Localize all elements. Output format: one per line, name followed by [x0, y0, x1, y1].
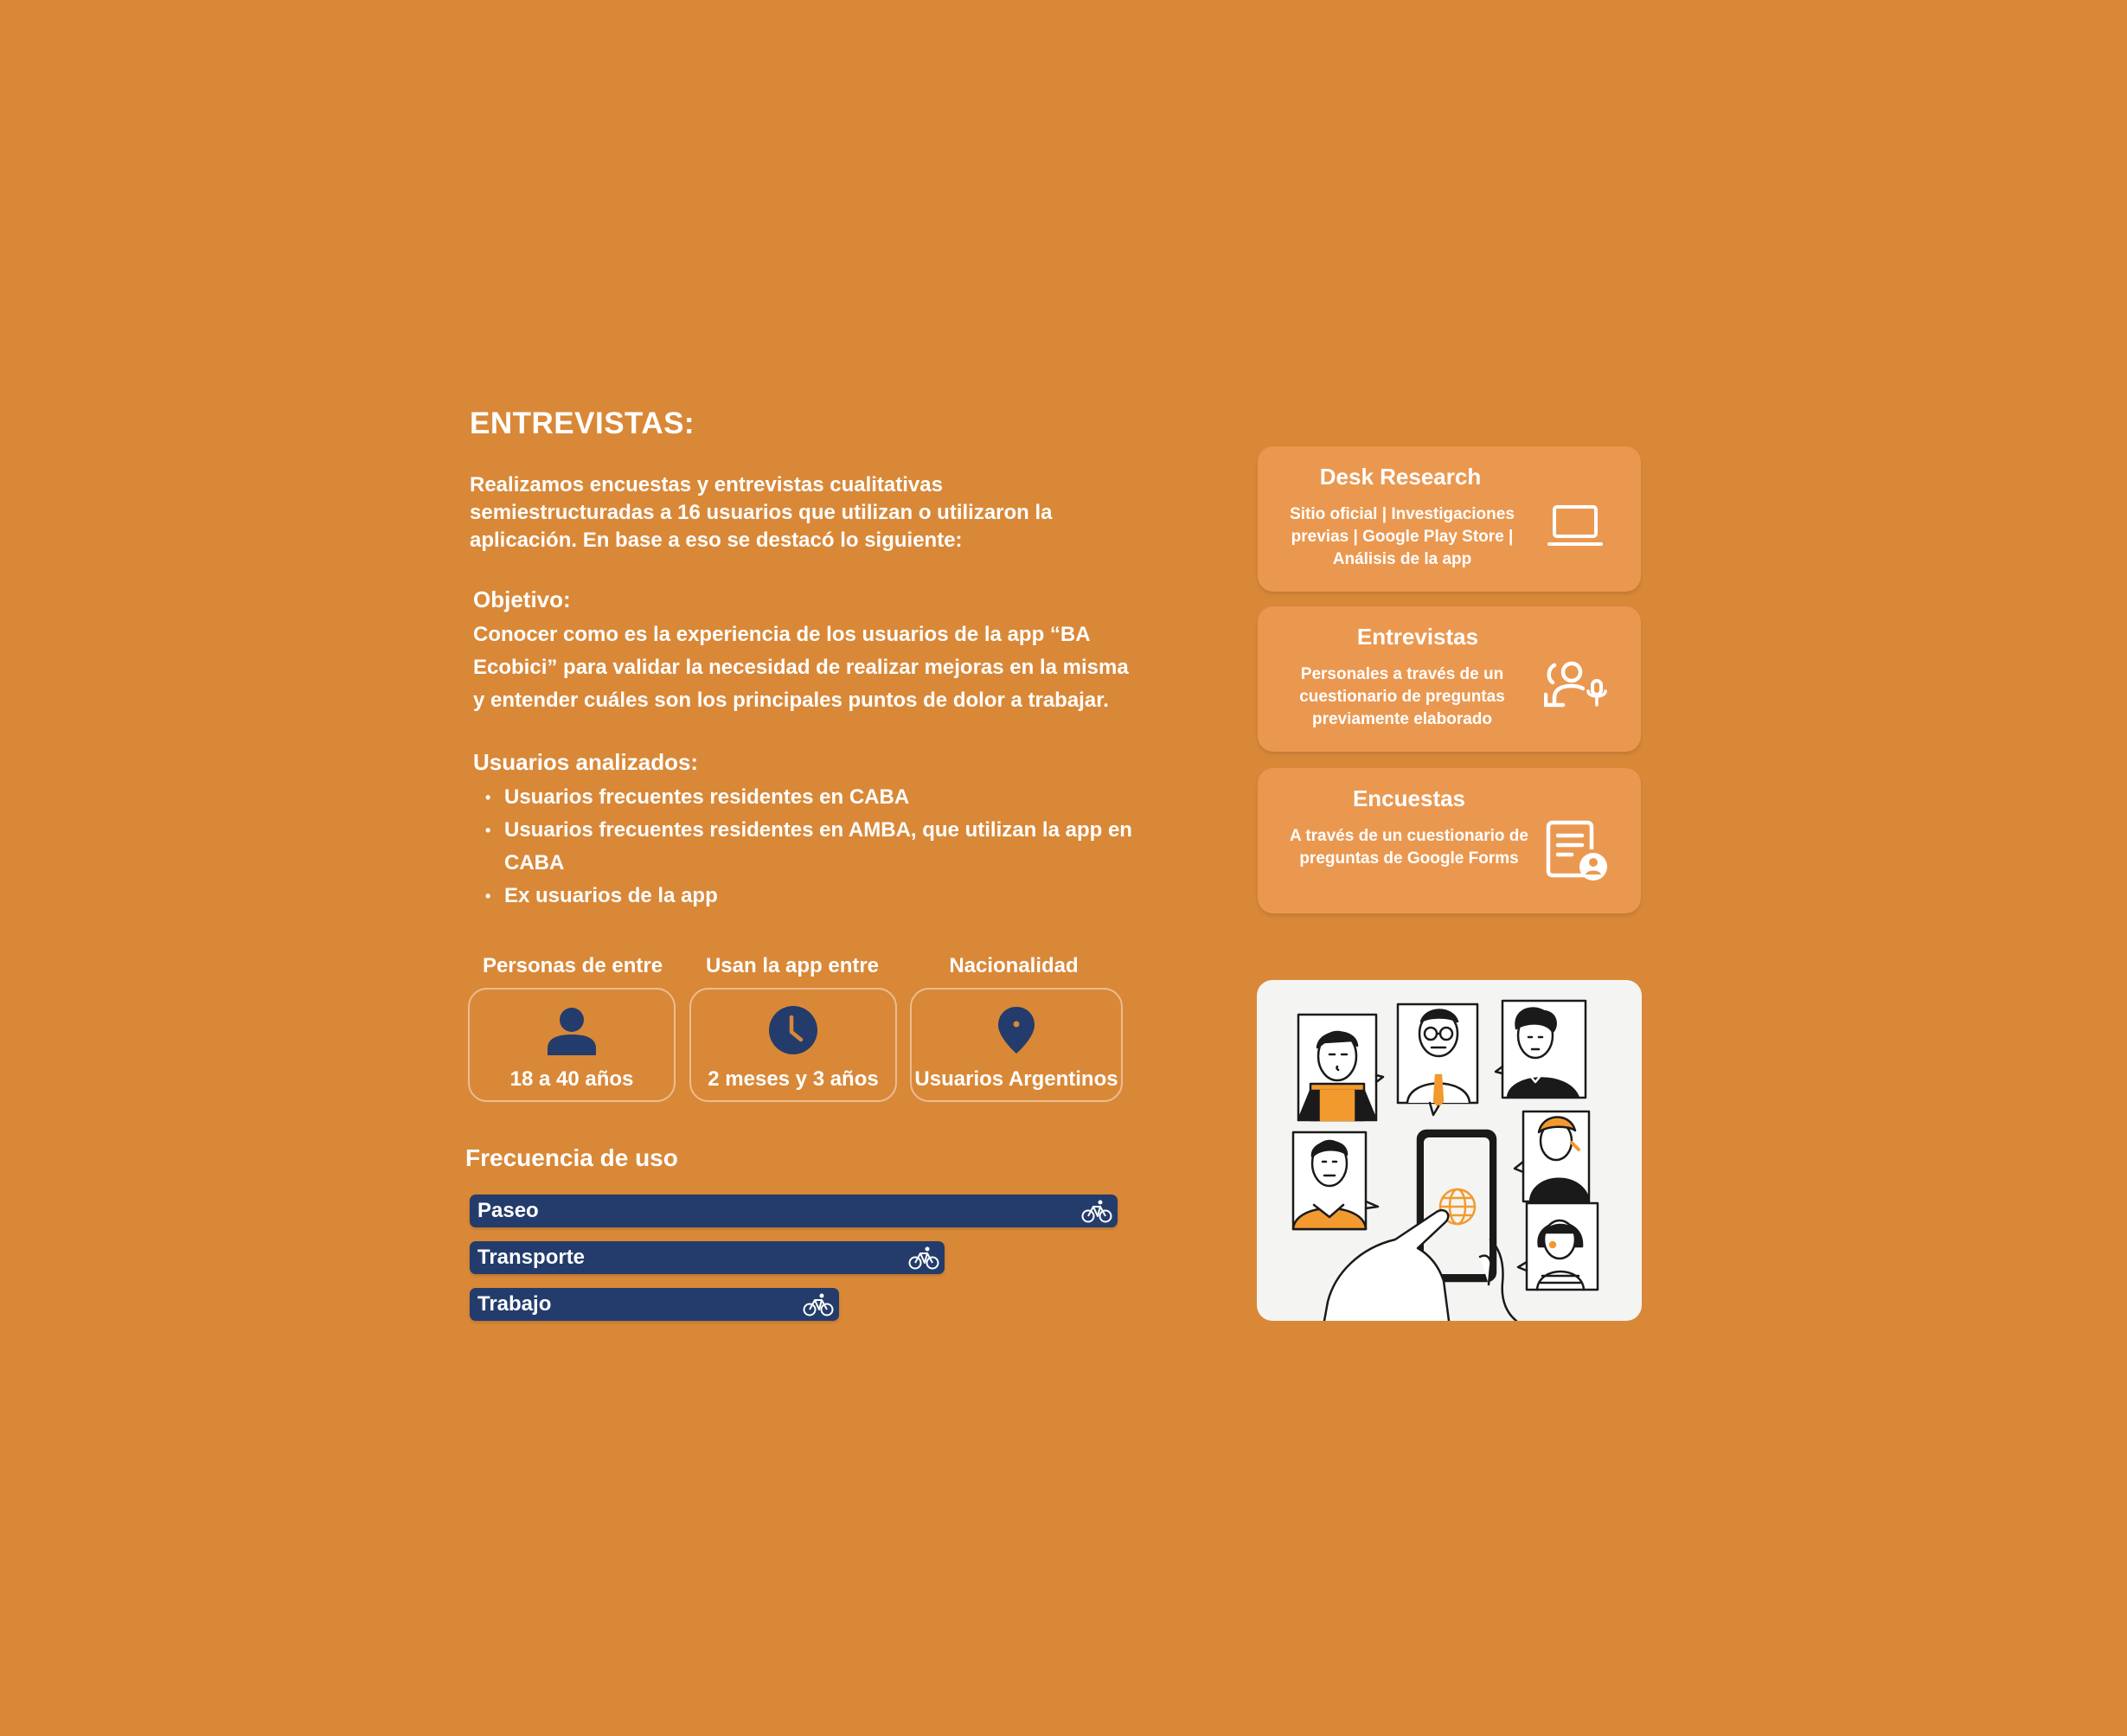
users-section [473, 749, 1139, 913]
page-title: ENTREVISTAS: [470, 407, 695, 440]
stat-value-nationality: Usuarios Argentinos [914, 1067, 1118, 1091]
person-icon [470, 1005, 674, 1060]
bicycle-icon [1081, 1199, 1112, 1233]
users-list [473, 781, 1139, 913]
bicycle-icon [803, 1292, 834, 1327]
location-pin-icon [912, 1005, 1121, 1060]
objective-label: Objetivo: [473, 586, 571, 612]
frequency-bar-label: Transporte [477, 1246, 586, 1269]
frequency-bar-label: Paseo [477, 1199, 539, 1222]
video-call-people-illustration [1257, 980, 1642, 1321]
intro-paragraph: Realizamos encuestas y entrevistas cualitativas semiestructuradas a 16 usuarios que utilizan o utilizaron la aplicación. En base a eso se destacó lo siguiente: [470, 473, 1053, 552]
stat-heading-usage: Usan la app entre [705, 954, 880, 977]
method-card-encuestas [1258, 768, 1641, 913]
method-card-desk-research [1258, 446, 1641, 592]
method-description: Sitio oficial | Investigaciones previas | Google Play Store | Análisis de la app [1290, 505, 1515, 568]
laptop-icon [1547, 503, 1603, 553]
clock-icon [691, 1005, 895, 1060]
frequency-bar-paseo [470, 1195, 1118, 1227]
method-title: Encuestas [1352, 785, 1466, 811]
stat-heading-age: Personas de entre [482, 954, 663, 977]
survey-form-icon [1546, 820, 1610, 887]
frequency-bar-trabajo [470, 1288, 839, 1321]
frequency-title: Frecuencia de uso [465, 1144, 678, 1171]
objective-text: Conocer como es la experiencia de los usuarios de la app “BA Ecobici” para validar la necesidad de realizar mejoras en la misma y entender cuáles son los principales puntos de dolor a trabajar. [473, 623, 1129, 712]
stat-value-usage: 2 meses y 3 años [708, 1067, 879, 1091]
method-description: Personales a través de un cuestionario de preguntas previamente elaborado [1299, 665, 1505, 728]
list-item: • Usuarios frecuentes residentes en AMBA, que utilizan la app en CABA [504, 814, 1139, 880]
stat-value-age: 18 a 40 años [509, 1067, 634, 1091]
stat-heading-nationality: Nacionalidad [949, 954, 1079, 977]
stat-card-usage [689, 988, 897, 1102]
frequency-bar-label: Trabajo [477, 1292, 552, 1316]
method-card-entrevistas [1258, 606, 1641, 752]
method-description: A través de un cuestionario de preguntas de Google Forms [1290, 827, 1528, 868]
interview-user-mic-icon [1544, 660, 1610, 713]
list-item: • Usuarios frecuentes residentes en CABA [504, 781, 1139, 814]
method-title: Entrevistas [1356, 624, 1479, 650]
bicycle-icon [908, 1246, 939, 1280]
objective-section [473, 586, 1139, 717]
users-label: Usuarios analizados: [473, 749, 699, 775]
method-title: Desk Research [1319, 464, 1482, 490]
frequency-bar-transporte [470, 1241, 945, 1274]
list-item: • Ex usuarios de la app [504, 880, 1139, 913]
stat-card-nationality [910, 988, 1123, 1102]
stat-card-age [468, 988, 676, 1102]
